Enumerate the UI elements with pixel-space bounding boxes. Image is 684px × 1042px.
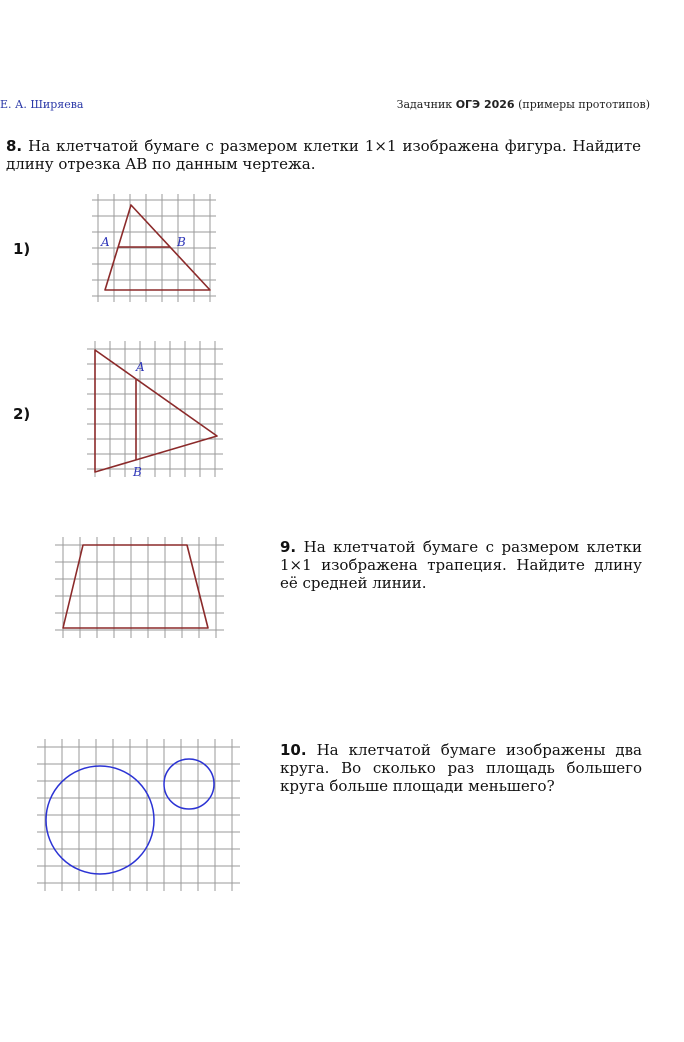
task-10-number: 10. <box>280 741 307 759</box>
task-9-number: 9. <box>280 538 297 556</box>
point-a-label-1: A <box>101 235 110 249</box>
item-2-label: 2) <box>13 405 31 423</box>
point-a-label-2: A <box>136 360 145 374</box>
task-10-statement: На клетчатой бумаге изображены два круга. Во сколько раз площадь большего круга больше площади меньшего? <box>280 741 642 795</box>
grid-figure-2 <box>87 341 223 477</box>
grid-circles <box>37 739 240 891</box>
task-8-statement: На клетчатой бумаге с размером клетки 1×1 изображена фигура. Найдите длину отрезка AB по данным чертежа. <box>6 137 641 173</box>
task-9-statement: На клетчатой бумаге с размером клетки 1×1 изображена трапеция. Найдите длину её средней линии. <box>280 538 642 592</box>
grid-trapezoid <box>55 537 224 638</box>
item-1-label: 1) <box>13 240 31 258</box>
small-circle <box>164 759 214 809</box>
grid-figure-1 <box>92 194 216 302</box>
point-b-label-2: B <box>133 465 142 479</box>
title-prefix: Задачник <box>396 98 453 111</box>
trapezoid <box>63 545 208 628</box>
task-8-number: 8. <box>6 137 23 155</box>
title-suffix: (примеры прототипов) <box>518 98 650 111</box>
title-bold: ОГЭ 2026 <box>455 98 515 111</box>
point-b-label-1: B <box>177 235 186 249</box>
author-name: Е. А. Ширяева <box>0 98 84 111</box>
task-10-text <box>280 741 642 795</box>
task-9-text <box>280 538 642 592</box>
